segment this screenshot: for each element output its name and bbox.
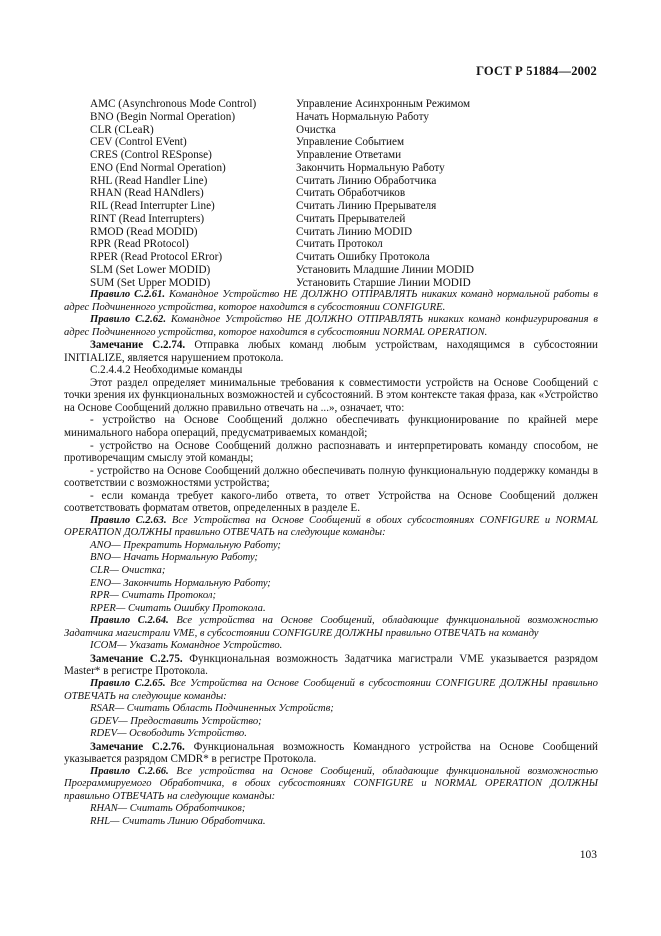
rule-text: Все устройства на Основе Сообщений, обладающие функциональной возможностью Задатчика магистрали VME, в субсостоянии CONFIGURE ДОЛЖНЫ правильно ОТВЕЧАТЬ на команду [64, 615, 598, 639]
command-abbreviation-table [90, 98, 474, 289]
rule-label: Правило С.2.65. [90, 677, 166, 689]
rule-text: Все Устройства на Основе Сообщений в субсостоянии CONFIGURE ДОЛЖНЫ правильно ОТВЕЧАТЬ на следующие команды: [64, 677, 598, 702]
command-name: RIL (Read Interrupter Line) [90, 200, 215, 212]
command-description: Считать Протокол [296, 238, 383, 251]
abbreviation-row [90, 238, 474, 251]
command-item: RHL— Считать Линию Обработчика. [90, 815, 266, 827]
abbreviation-row [90, 213, 474, 226]
abbreviation-row [90, 200, 474, 213]
intro-paragraph: Этот раздел определяет минимальные требования к совместимости устройств на Основе Сообщений с точки зрения их функциональных возможностей и субсостояний. В этом контексте такая фраза, как «Устройство на Основе Сообщений должно правильно отвечать на ...», означает, что: [64, 376, 598, 414]
abbreviation-row [90, 98, 474, 111]
note-c-2-75 [64, 653, 598, 678]
abbreviation-row [90, 264, 474, 277]
command-description: Считать Ошибку Протокола [296, 251, 430, 263]
command-name: AMC (Asynchronous Mode Control) [90, 98, 257, 110]
command-name: RPER (Read Protocol ERror) [90, 251, 223, 263]
note-text: Функциональная возможность Задатчика магистрали VME указывается разрядом Master* в регистре Протокола. [64, 652, 598, 678]
abbreviation-row [90, 226, 474, 239]
requirement-bullet: - устройство на Основе Сообщений должно обеспечивать функционирование по крайней мере минимального набора операций, предусматриваемых командой; [64, 414, 598, 440]
rule-c-2-66 [64, 766, 598, 804]
abbreviation-row [90, 136, 474, 149]
command-name: CRES (Control RESponse) [90, 149, 212, 161]
command-description: Управление Событием [296, 136, 405, 149]
rule-text: Все Устройства на Основе Сообщений в обоих субсостояниях CONFIGURE и NORMAL OPERATION ДОЛЖНЫ правильно ОТВЕЧАТЬ на следующие команды: [64, 514, 598, 539]
note-label: Замечание С.2.75. [90, 652, 183, 665]
command-item: BNO— Начать Нормальную Работу; [90, 552, 258, 564]
rule-c-2-63 [64, 515, 598, 540]
command-item: ICOM— Указать Командное Устройство. [90, 640, 283, 652]
abbreviation-row [90, 187, 474, 200]
abbreviation-row [90, 162, 474, 175]
command-name: BNO (Begin Normal Operation) [90, 110, 236, 123]
requirement-bullet: - если команда требует какого-либо ответа, то ответ Устройства на Основе Сообщений должен соответствовать форматам ответов, определенных в разделе Е. [64, 489, 598, 515]
command-item: RDEV— Освободить Устройство. [90, 728, 247, 740]
abbreviation-row [90, 124, 474, 137]
command-name: RINT (Read Interrupters) [90, 212, 205, 225]
command-name: ENO (End Normal Operation) [90, 161, 226, 174]
command-description: Очистка [296, 123, 336, 136]
note-label: Замечание С.2.76. [90, 740, 185, 753]
requirement-bullet: - устройство на Основе Сообщений должно обеспечивать полную функциональную поддержку команды в соответствии с возможностями устройства; [64, 464, 598, 490]
command-item: RHAN— Считать Обработчиков; [90, 803, 246, 815]
command-item: RPER— Считать Ошибку Протокола. [90, 602, 266, 614]
command-item: GDEV— Предоставить Устройство; [90, 715, 262, 727]
command-description: Считать Линию Прерывателя [296, 200, 437, 212]
command-name: RHAN (Read HANdlers) [90, 187, 204, 200]
section-heading: С.2.4.4.2 Необходимые команды [90, 364, 243, 377]
rule-c-2-62 [64, 314, 598, 339]
note-c-2-74 [64, 339, 598, 364]
rule-label: Правило С.2.63. [90, 514, 167, 526]
rule-text: Все устройства на Основе Сообщений, обладающие функциональной возможностью Программируемого Обработчика, в обоих субсостояниях CONFIGURE и NORMAL OPERATION ДОЛЖНЫ правильно ОТВЕЧАТЬ на следующие команды: [64, 765, 598, 802]
command-description: Установить Старшие Линии MODID [296, 276, 471, 289]
page-number: 103 [579, 849, 597, 861]
command-item: RSAR— Считать Область Подчиненных Устройств; [90, 703, 334, 715]
command-item: CLR— Очистка; [90, 565, 166, 577]
abbreviation-row [90, 111, 474, 124]
command-description: Считать Прерывателей [296, 212, 406, 225]
rule-c-2-64 [64, 615, 598, 640]
command-name: SUM (Set Upper MODID) [90, 276, 211, 289]
abbreviation-row [90, 277, 474, 290]
command-item: ANO— Прекратить Нормальную Работу; [90, 539, 281, 551]
command-name: CEV (Control EVent) [90, 136, 187, 149]
command-description: Установить Младшие Линии MODID [296, 263, 474, 276]
note-label: Замечание С.2.74. [90, 339, 186, 352]
command-description: Управление Асинхронным Режимом [296, 98, 471, 110]
command-item: ENO— Закончить Нормальную Работу; [90, 577, 271, 589]
rule-text: Командное Устройство НЕ ДОЛЖНО ОТПРАВЛЯТЬ никаких команд конфигурирования в адрес Подчиненного устройства, которое находится в субсостоянии NORMAL OPERATION. [64, 314, 598, 338]
command-description: Управление Ответами [296, 149, 402, 161]
command-description: Закончить Нормальную Работу [296, 161, 445, 174]
rule-text: Командное Устройство НЕ ДОЛЖНО ОТПРАВЛЯТЬ никаких команд нормальной работы в адрес Подчиненного устройства, которое находится в субсостоянии CONFIGURE. [64, 289, 598, 313]
standard-header: ГОСТ Р 51884—2002 [476, 64, 597, 78]
command-name: CLR (CLeaR) [90, 123, 154, 136]
abbreviation-row [90, 175, 474, 188]
command-name: RMOD (Read MODID) [90, 225, 198, 238]
command-name: SLM (Set Lower MODID) [90, 263, 211, 276]
rule-c-2-65 [64, 678, 598, 703]
command-name: RHL (Read Handler Line) [90, 174, 208, 187]
rule-label: Правило С.2.64. [90, 615, 169, 627]
command-name: RPR (Read PRotocol) [90, 238, 189, 251]
command-item: RPR— Считать Протокол; [90, 590, 217, 602]
abbreviation-row [90, 251, 474, 264]
command-description: Начать Нормальную Работу [296, 110, 429, 123]
note-text: Функциональная возможность Командного устройства на Основе Сообщений указывается разрядом CMDR* в регистре Протокола. [64, 740, 598, 766]
command-description: Считать Линию Обработчика [296, 174, 437, 187]
requirement-bullet: - устройство на Основе Сообщений должно распознавать и интерпретировать команду способом, не противоречащим смыслу этой команды; [64, 439, 598, 465]
rule-label: Правило С.2.61. [90, 289, 166, 300]
rule-c-2-61 [64, 289, 598, 314]
document-body [64, 289, 598, 829]
note-text: Отправка любых команд любым устройствам, находящимся в субсостоянии INITIALIZE, является нарушением протокола. [64, 339, 598, 364]
rule-label: Правило С.2.62. [90, 314, 166, 326]
command-description: Считать Линию MODID [296, 225, 413, 238]
note-c-2-76 [64, 741, 598, 766]
command-description: Считать Обработчиков [296, 187, 406, 200]
rule-label: Правило С.2.66. [90, 765, 169, 777]
abbreviation-row [90, 149, 474, 162]
